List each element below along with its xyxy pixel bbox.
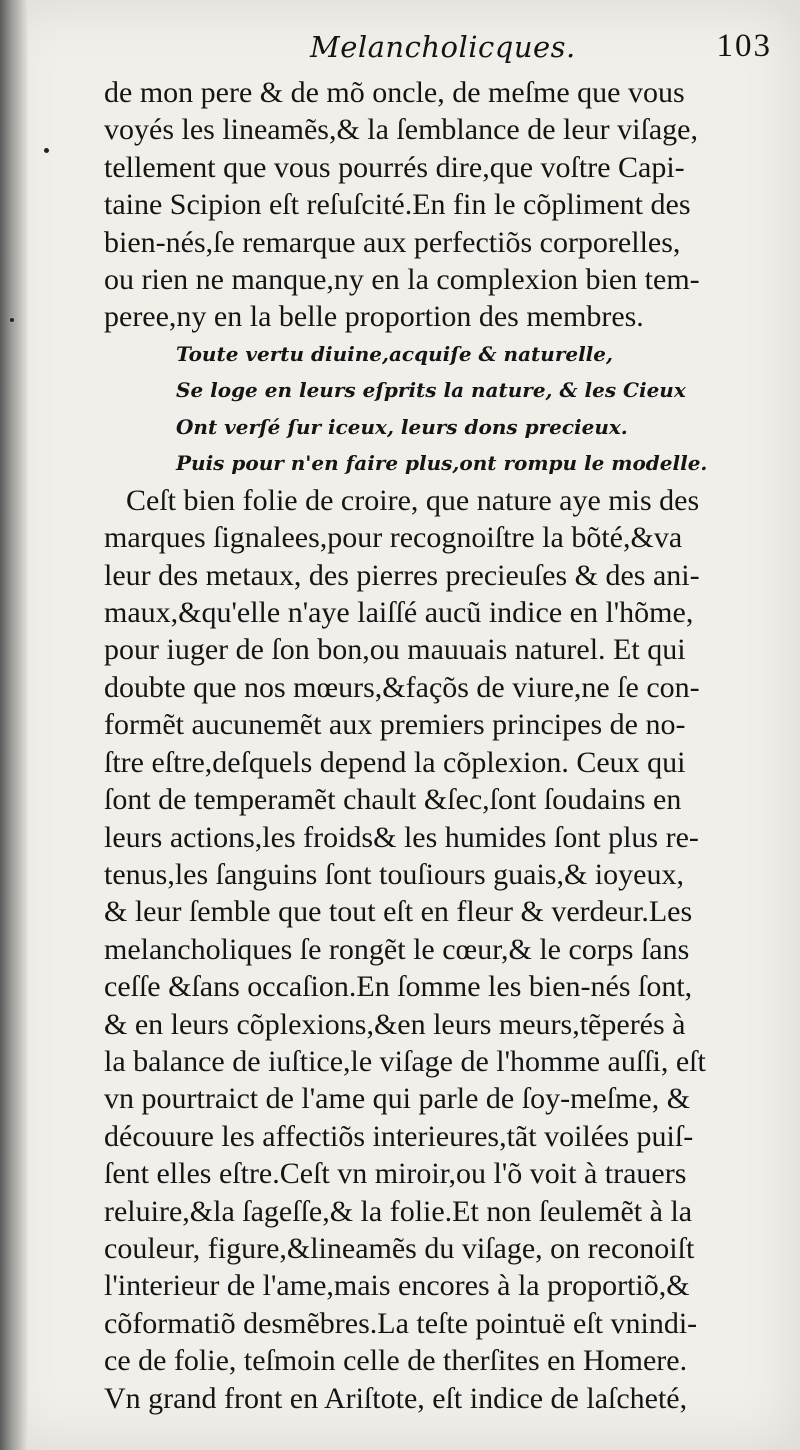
text-line: de mon pere & de mõ oncle, de meſme que vous bbox=[104, 76, 685, 109]
text-line: Ceſt bien folie de croire, que nature aye mis des bbox=[126, 483, 700, 517]
text-line: ce de folie, teſmoin celle de therſites en Homere. bbox=[104, 1344, 688, 1378]
text-line: tenus,les ſanguins ſont touſiours guais,& ioyeux, bbox=[104, 857, 684, 891]
text-line: tellement que vous pourrés dire,que voſtre Capi- bbox=[104, 150, 685, 184]
text-line: découure les affectiõs interieures,tãt voilées puiſ- bbox=[104, 1119, 694, 1153]
text-line: melancholiques ſe rongẽt le cœur,& le corps ſans bbox=[104, 932, 690, 966]
text-line: taine Scipion eſt reſuſcité.En fin le cõpliment des bbox=[104, 188, 691, 222]
text-line: peree,ny en la belle proportion des membres. bbox=[104, 300, 644, 334]
page-text bbox=[104, 74, 772, 1417]
text-line: leur des metaux, des pierres precieuſes & des ani- bbox=[104, 558, 700, 592]
text-line: ou rien ne manque,ny en la complexion bien tem- bbox=[104, 263, 700, 297]
text-line: pour iuger de ſon bon,ou mauuais naturel. Et qui bbox=[104, 633, 686, 667]
text-line: & leur ſemble que tout eſt en fleur & verdeur.Les bbox=[104, 895, 693, 929]
verse-line: Se loge en leurs eſprits la nature, & les Cieux bbox=[176, 378, 686, 403]
text-line: vn pourtraict de l'ame qui parle de ſoy-meſme, & bbox=[104, 1082, 691, 1116]
text-line: ceſſe &ſans occaſion.En ſomme les bien-nés ſont, bbox=[104, 970, 693, 1004]
text-line: cõformatiõ desmẽbres.La teſte pointuë eſt vnindi- bbox=[104, 1306, 698, 1340]
verse-line: Puis pour n'en faire plus,ont rompu le modelle. bbox=[176, 451, 708, 476]
ink-speck bbox=[44, 148, 49, 153]
running-head: Melancholicques. bbox=[310, 30, 576, 64]
text-line: Vn grand front en Ariſtote, eſt indice de laſcheté, bbox=[104, 1381, 688, 1415]
page-number: 103 bbox=[716, 28, 772, 64]
text-line: bien-nés,ſe remarque aux perfectiõs corporelles, bbox=[104, 225, 681, 259]
text-line: couleur, figure,&lineamẽs du viſage, on reconoiſt bbox=[104, 1231, 695, 1265]
text-line: voyés les lineamẽs,& la ſemblance de leur viſage, bbox=[104, 113, 698, 147]
verse-line: Ont verſé ſur iceux, leurs dons precieux. bbox=[176, 414, 628, 439]
ink-speck bbox=[10, 318, 14, 322]
text-line: leurs actions,les froids& les humides ſont plus re- bbox=[104, 820, 699, 854]
text-line: & en leurs cõplexions,&en leurs meurs,tẽperés à bbox=[104, 1007, 686, 1041]
text-line: doubte que nos mœurs,&façõs de viure,ne ſe con- bbox=[104, 670, 700, 704]
text-line: la balance de iuſtice,le viſage de l'homme auſſi, eſt bbox=[104, 1044, 706, 1078]
text-line: maux,&qu'elle n'aye laiſſé aucũ indice en l'hõme, bbox=[104, 596, 694, 630]
text-line: ſont de temperamẽt chault &ſec,ſont ſoudains en bbox=[104, 783, 682, 817]
text-line: ſent elles eſtre.Ceſt vn miroir,ou l'õ voit à trauers bbox=[104, 1157, 687, 1191]
page-header bbox=[100, 30, 772, 74]
verse-line: Toute vertu diuine,acquiſe & naturelle, bbox=[176, 341, 613, 366]
text-line: formẽt aucunemẽt aux premiers principes de no- bbox=[104, 708, 686, 742]
text-line: ſtre eſtre,deſquels depend la cõplexion. Ceux qui bbox=[104, 745, 686, 779]
text-line: l'interieur de l'ame,mais encores à la proportiõ,& bbox=[104, 1269, 690, 1303]
text-line: reluire,&la ſageſſe,& la folie.Et non ſeulemẽt à la bbox=[104, 1194, 693, 1228]
text-line: marques ſignalees,pour recognoiſtre la bõté,&va bbox=[104, 521, 683, 555]
page-gutter-shadow bbox=[0, 0, 28, 1450]
